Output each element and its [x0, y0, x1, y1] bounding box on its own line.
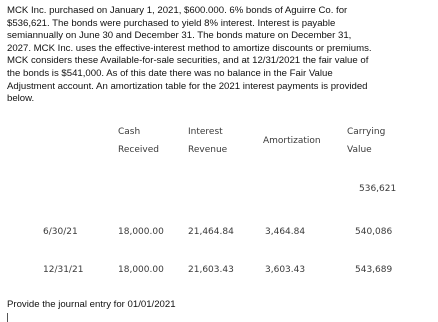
header-interest-line1: Interest: [188, 127, 223, 137]
row-amortization: 3,464.84: [265, 227, 306, 237]
header-carrying-line2: Value: [347, 145, 372, 155]
row-interest: 21,603.43: [188, 265, 234, 275]
row-carrying: 540,086: [355, 227, 393, 237]
header-carrying-line1: Carrying: [347, 127, 386, 137]
row-interest: 21,464.84: [188, 227, 234, 237]
header-amortization: [263, 132, 321, 150]
header-amortization-label: Amortization: [263, 136, 321, 146]
row-cash: 18,000.00: [118, 227, 164, 237]
problem-line: MCK Inc. purchased on January 1, 2021, $600.000. 6% bonds of Aguirre Co. for: [7, 5, 348, 16]
problem-line: Adjustment account. An amortization table for the 2021 interest payments is provided: [7, 80, 368, 92]
journal-entry-prompt: Provide the journal entry for 01/01/2021: [7, 299, 176, 310]
row-carrying: 543,689: [355, 265, 393, 275]
row-cash: 18,000.00: [118, 265, 164, 275]
row-amortization: 3,603.43: [265, 265, 306, 275]
header-interest: [188, 123, 227, 159]
problem-line: $536,621. The bonds were purchased to yield 8% interest. Interest is payable: [7, 17, 336, 29]
header-carrying: [347, 123, 385, 159]
problem-line: MCK considers these Available-for-sale securities, and at 12/31/2021 the fair value of: [7, 55, 369, 67]
problem-line: semiannually on June 30 and December 31. The bonds mature on December 31,: [7, 30, 352, 42]
header-cash: [118, 123, 159, 159]
problem-line: below.: [7, 93, 35, 105]
row-date: 12/31/21: [43, 265, 84, 275]
text-cursor: [7, 313, 8, 322]
problem-line: the bonds is $541,000. As of this date there was no balance in the Fair Value: [7, 67, 333, 79]
row-date: 6/30/21: [43, 227, 78, 237]
header-interest-line2: Revenue: [188, 145, 228, 155]
header-cash-line2: Received: [118, 145, 159, 155]
problem-line: 2027. MCK Inc. uses the effective-interest method to amortize discounts or premiums.: [7, 42, 372, 54]
initial-carrying-value: 536,621: [359, 184, 397, 194]
header-cash-line1: Cash: [118, 127, 141, 137]
